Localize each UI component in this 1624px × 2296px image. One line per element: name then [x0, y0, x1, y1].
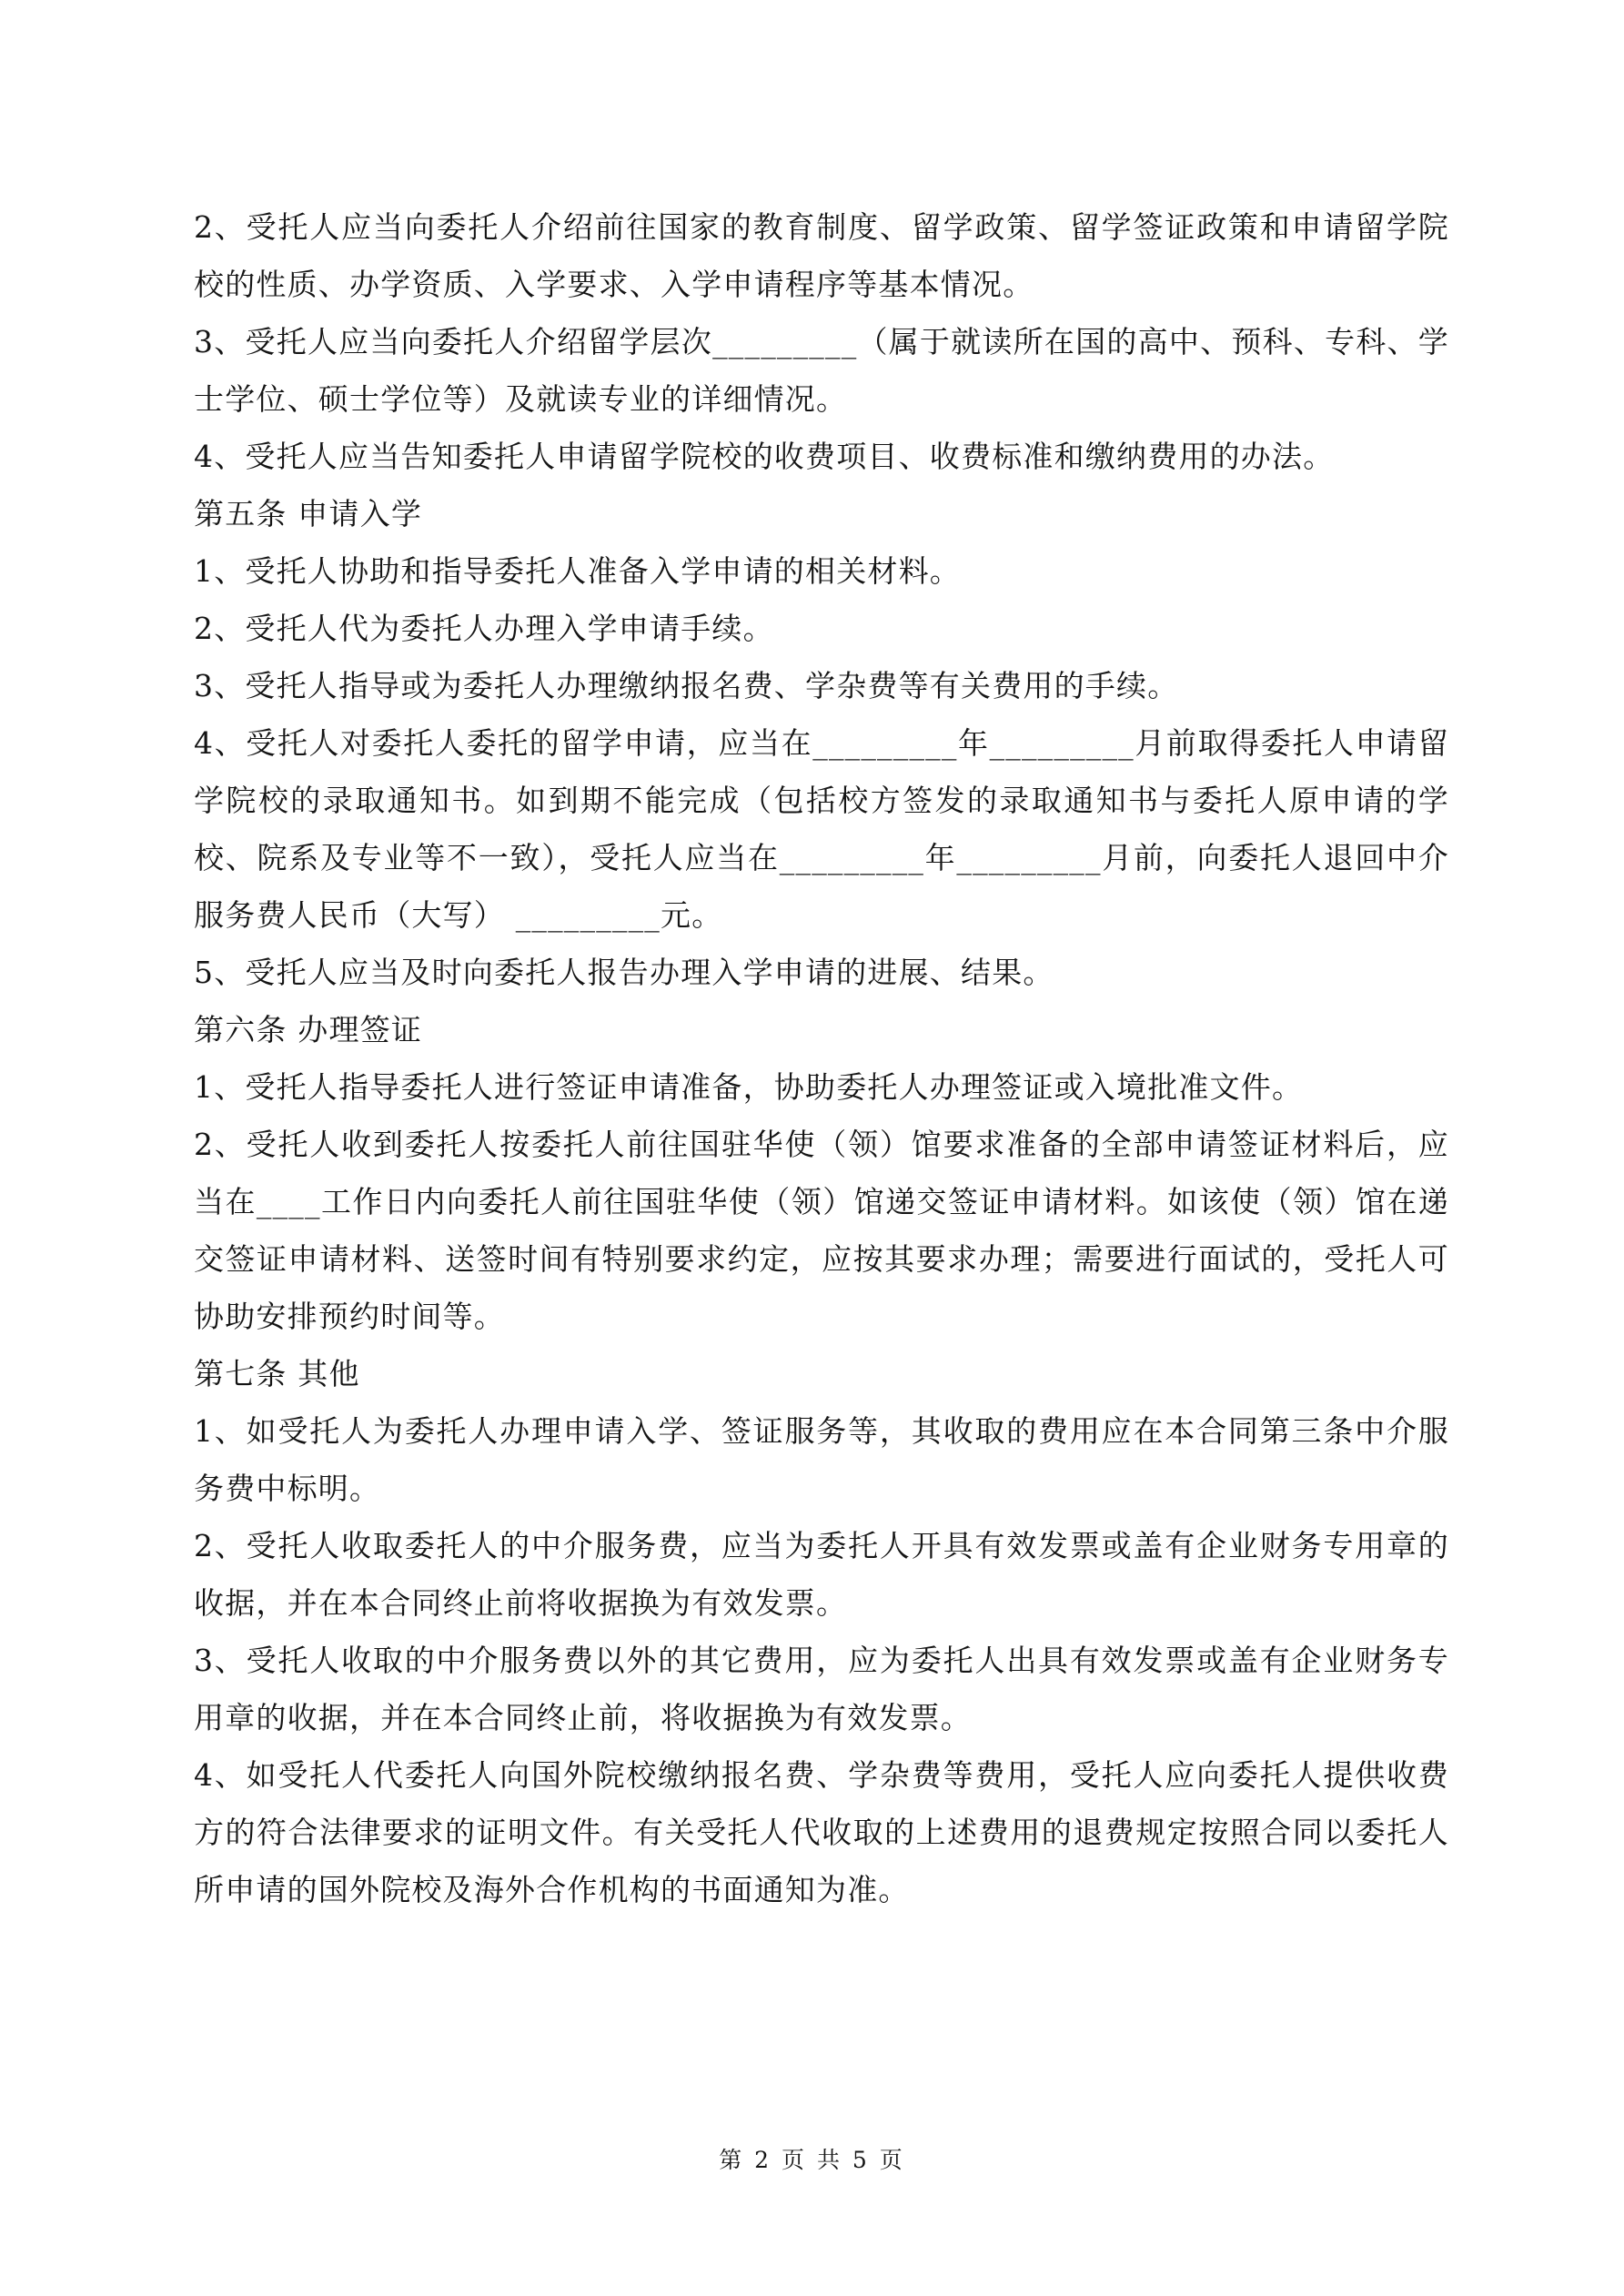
paragraph-foreign-fees: 4、如受托人代委托人向国外院校缴纳报名费、学杂费等费用，受托人应向委托人提供收费方的符合法律要求的证明文件。有关受托人代收取的上述费用的退费规定按照合同以委托人所申请的国外院校及海外合作机构的书面通知为准。 [194, 1757, 1449, 1907]
paragraph-education-intro: 2、受托人应当向委托人介绍前往国家的教育制度、留学政策、留学签证政策和申请留学院校的性质、办学资质、入学要求、入学申请程序等基本情况。 [194, 209, 1449, 302]
paragraph-fee-procedure: 3、受托人指导或为委托人办理缴纳报名费、学杂费等有关费用的手续。 [194, 668, 1179, 703]
section-heading-article-7: 第七条 其他 [194, 1356, 360, 1391]
paragraph-study-level: 3、受托人应当向委托人介绍留学层次_________（属于就读所在国的高中、预科、专科、学士学位、硕士学位等）及就读专业的详细情况。 [194, 324, 1449, 417]
paragraph-other-fees-invoice: 3、受托人收取的中介服务费以外的其它费用，应为委托人出具有效发票或盖有企业财务专用章的收据，并在本合同终止前，将收据换为有效发票。 [194, 1643, 1449, 1735]
document-body [194, 198, 1449, 1918]
paragraph-service-fee-listing: 1、如受托人为委托人办理申请入学、签证服务等，其收取的费用应在本合同第三条中介服务费中标明。 [194, 1413, 1449, 1506]
paragraph-visa-preparation: 1、受托人指导委托人进行签证申请准备，协助委托人办理签证或入境批准文件。 [194, 1069, 1304, 1105]
paragraph-prepare-materials: 1、受托人协助和指导委托人准备入学申请的相关材料。 [194, 553, 961, 589]
paragraph-fee-notice: 4、受托人应当告知委托人申请留学院校的收费项目、收费标准和缴纳费用的办法。 [194, 439, 1335, 474]
paragraph-invoice: 2、受托人收取委托人的中介服务费，应当为委托人开具有效发票或盖有企业财务专用章的收据，并在本合同终止前将收据换为有效发票。 [194, 1528, 1449, 1621]
paragraph-progress-report: 5、受托人应当及时向委托人报告办理入学申请的进展、结果。 [194, 955, 1054, 990]
paragraph-application-procedure: 2、受托人代为委托人办理入学申请手续。 [194, 611, 774, 646]
section-heading-article-5: 第五条 申请入学 [194, 496, 423, 531]
page-number: 第 2 页 共 5 页 [719, 2147, 905, 2173]
section-heading-article-6: 第六条 办理签证 [194, 1012, 423, 1047]
paragraph-visa-submission: 2、受托人收到委托人按委托人前往国驻华使（领）馆要求准备的全部申请签证材料后，应当在____工作日内向委托人前往国驻华使（领）馆递交签证申请材料。如该使（领）馆在递交签证申请材料、送签时间有特别要求约定，应按其要求办理；需要进行面试的，受托人可协助安排预约时间等。 [194, 1127, 1449, 1334]
paragraph-admission-deadline: 4、受托人对委托人委托的留学申请，应当在_________年_________月前取得委托人申请留学院校的录取通知书。如到期不能完成（包括校方签发的录取通知书与委托人原申请的学校、院系及专业等不一致），受托人应当在_________年_________月前，向委托人退回中介服务费人民币（大写） _________元。 [194, 725, 1449, 933]
